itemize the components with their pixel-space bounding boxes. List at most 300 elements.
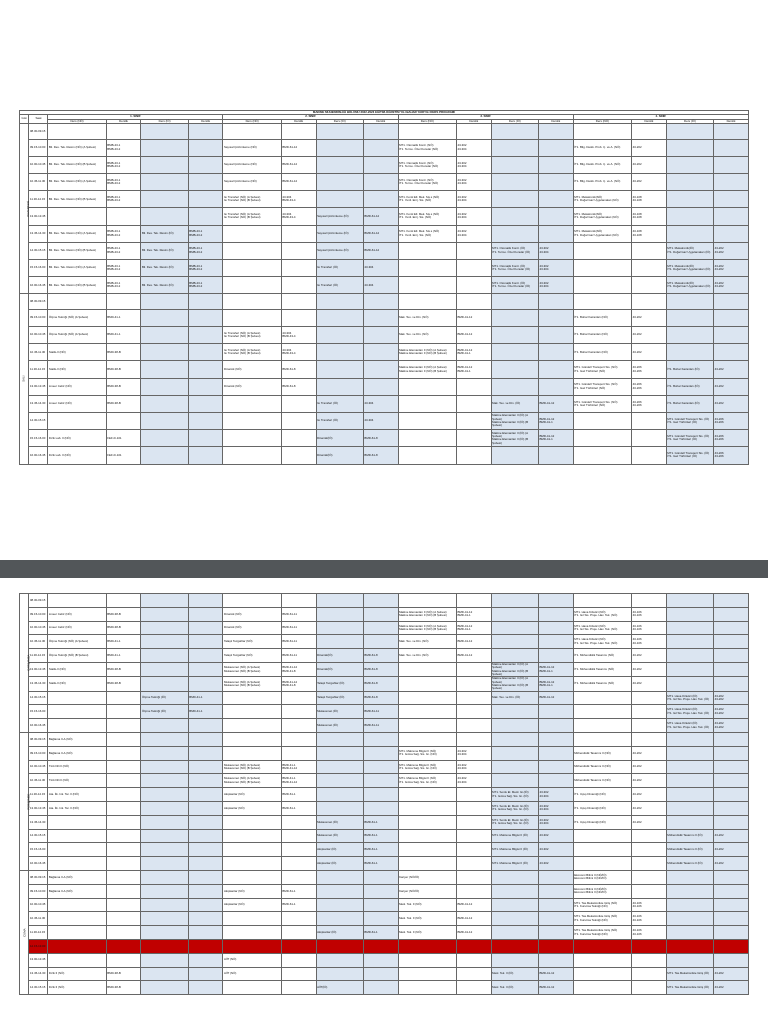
course-cell [141,843,188,857]
hour-cell: 14.30-15.15 [29,981,48,995]
course-cell: Ölçme Tekniği (NÖ) (B Şubesi) [48,649,106,663]
course-cell [141,719,188,733]
course-cell [223,926,281,940]
room-cell [539,191,574,208]
course-cell: Bil. Des. Tek. Resim (NÖ) (A Şubesi) [48,225,106,242]
course-cell [666,939,713,953]
room-cell [632,981,667,995]
room-cell [281,691,316,705]
room-cell [456,733,491,747]
room-cell [632,884,667,898]
room-cell: BMD-61-11 [281,649,316,663]
course-cell: AİİT (NÖ) [223,967,281,981]
course-cell [141,953,188,967]
room-cell: 43-108 43-108 [632,208,667,225]
room-cell: BMD-41-12 BMD-41-1 [456,621,491,635]
course-cell: MT1. Kontr.Ell. Mek. Sis.s (NÖ) İT1. Yenil. Enrj. Sis. (NÖ) [398,191,456,208]
room-cell [714,677,749,691]
course-cell: Mühendislik Tasarımı II (İÖ) [666,843,713,857]
course-cell: Isı Transferi (NÖ) (A Şubesi) Isı Transferi (NÖ) (B Şubesi) [223,344,281,361]
room-cell: BMD-41-12 BMD-41-1 [456,344,491,361]
room-cell [539,447,574,464]
room-cell: BMD-61-1 [363,815,398,829]
room-cell [539,774,574,788]
room-cell [539,361,574,378]
room-cell [539,156,574,173]
course-cell: Dinamik (NÖ) [223,607,281,621]
room-cell: BMD-41-12 [539,691,574,705]
room-cell: BMD-41-1 [106,327,141,344]
course-cell: Ölçme Tekniği (NÖ) (A Şubesi) [48,635,106,649]
room-cell [188,621,223,635]
course-cell [666,774,713,788]
room-cell [363,981,398,995]
course-cell [398,691,456,705]
room-cell: FEF-D-101 [106,430,141,447]
room-cell [281,733,316,747]
course-cell [141,412,188,429]
room-cell [714,815,749,829]
room-cell: 43-302 43-304 [539,815,574,829]
room-cell [456,870,491,884]
course-cell: Sayısal Çözümleme (İÖ) [316,225,363,242]
table-row [20,447,749,464]
room-cell [539,378,574,395]
hour-cell: 11.30-12.15 [29,788,48,802]
room-cell [281,309,316,326]
course-cell: Sayısal Çözümleme (NÖ) [223,173,281,190]
course-cell: Talaşlı Tezgahlar (İÖ) [316,691,363,705]
page-title: MAKİNE MÜHENDİSLİĞİ BÖLÜMÜ 2022-2023 EĞİTİM-ÖĞRETİM YILI BAHAR YARIYILI DERS PROGRAMI [20,111,749,115]
course-cell: Makine Elemanları II (İÖ) (A Şubesi) Makine Elemanları II (İÖ) (B Şubesi) [491,677,538,691]
course-cell [398,277,456,294]
hour-cell: 10.00-10.45 [29,760,48,774]
course-cell [316,173,363,190]
room-cell: 43-302 43-304 [456,173,491,190]
room-cell: 43-302 43-304 [539,788,574,802]
room-cell [188,635,223,649]
course-cell [141,788,188,802]
table-row [20,123,749,139]
room-cell [456,719,491,733]
hour-cell: 14.30-15.15 [29,242,48,259]
course-cell [223,912,281,926]
hour-cell: 14.30-15.15 [29,691,48,705]
room-cell [539,719,574,733]
room-cell: 43-304 BMD-43-4 [281,344,316,361]
room-cell [106,294,141,310]
course-cell [491,309,538,326]
room-cell [281,870,316,884]
room-cell [281,953,316,967]
table-row [20,801,749,815]
course-cell [48,815,106,829]
course-cell [491,621,538,635]
room-cell [188,344,223,361]
course-cell [141,939,188,953]
room-cell [363,774,398,788]
room-cell [188,361,223,378]
course-cell [141,607,188,621]
course-cell [141,635,188,649]
room-cell: BMD-61-12 [281,156,316,173]
room-cell: BMD-41-12 [539,981,574,995]
course-cell [491,746,538,760]
course-cell: MT1. Sonlu El. Metd. Gi.(İÖ) İT1. Isıtma Sağ. Sis. Gi. (İÖ) [491,815,538,829]
course-cell: Mühendislik Tasarımı II (NÖ) [573,760,631,774]
room-cell: 43-206 43-206 [632,361,667,378]
room-cell [281,242,316,259]
hour-cell: 15.15-16.00 [29,430,48,447]
day-label [20,294,29,464]
table-row [20,815,749,829]
course-cell: Mak. Teo. ve Din. (NÖ) [398,635,456,649]
room-cell [188,430,223,447]
course-cell [491,191,538,208]
room-cell [188,123,223,139]
course-cell [48,412,106,429]
course-cell: Bağlama II-A (NÖ) [48,870,106,884]
course-cell [573,691,631,705]
room-cell [363,173,398,190]
course-cell: Mak. Teo. ve Din. (İÖ) [491,395,538,412]
room-cell [188,412,223,429]
course-cell [573,829,631,843]
course-cell [573,123,631,139]
room-cell [456,662,491,676]
course-cell [573,259,631,276]
room-cell: BMB-43-1 BMB-43-2 [188,225,223,242]
room-cell: BMD-61-8 [363,677,398,691]
course-cell: Statik-II (NÖ) [48,677,106,691]
room-cell: 43-202 43-202 [714,705,749,719]
room-cell [281,981,316,995]
room-cell [106,705,141,719]
hour-cell: 10.00-10.45 [29,898,48,912]
course-cell [491,225,538,242]
course-cell: Makine Elemanları II (NÖ) (A Şubesi) Makine Elemanları II (NÖ) (B Şubesi) [398,621,456,635]
course-cell [223,430,281,447]
course-cell: Talaşlı Tezgahlar (NÖ) [223,635,281,649]
room-cell: BMB-43-1 BMB-43-2 [188,242,223,259]
room-cell: 43-302 43-304 [456,225,491,242]
course-cell: Isı Transferi (NÖ) (A Şubesi) Isı Transferi (NÖ) (B Şubesi) [223,327,281,344]
room-cell: BMD-41-12 [456,912,491,926]
course-cell: Akışkanlar (İÖ) [316,843,363,857]
course-cell [223,939,281,953]
column-subheader: Ders (İÖ) [141,119,188,123]
room-cell: 43-304 [363,277,398,294]
course-cell: Akışkanlar (NÖ) [223,801,281,815]
room-cell: 43-206 43-206 [632,378,667,395]
room-cell: 43-202 43-202 [714,242,749,259]
course-cell [491,139,538,156]
table-row [20,981,749,995]
course-cell [398,788,456,802]
room-cell [363,607,398,621]
room-cell [281,294,316,310]
course-cell [316,294,363,310]
course-cell: MT1. Gündelî Transport Sis. (İÖ) İT1. Gaz Türbinleri (İÖ) [666,412,713,429]
room-cell: BMB-43-1 BMB-43-2 [106,242,141,259]
room-cell: 43-202 [714,843,749,857]
course-cell [316,607,363,621]
hour-cell: 09.15-10.00 [29,607,48,621]
hour-cell: 10.00-10.45 [29,621,48,635]
room-cell: 43-302 [539,857,574,871]
course-cell [573,412,631,429]
room-cell: 43-106 43-106 [632,621,667,635]
course-cell: Bil. Des. Tek. Resim (NÖ) (B Şubesi) [48,242,106,259]
hour-cell: 16.00-16.45 [29,277,48,294]
room-cell [363,635,398,649]
hour-cell: 13.45-14.30 [29,815,48,829]
room-cell [456,801,491,815]
room-cell [456,705,491,719]
hour-cell: 16.00-16.45 [29,447,48,464]
course-cell: Kariyer (NÖ/İÖ) [398,870,456,884]
hour-cell: 15.15-16.00 [29,259,48,276]
course-cell: MT1. Sonlu El. Metd. Gi.(İÖ) İT1. Isıtma Sağ. Sis. Gi. (İÖ) [491,801,538,815]
room-cell: BMD-41-12 BMD-41-1 [539,662,574,676]
room-cell [632,259,667,276]
room-cell: 43-202 [632,327,667,344]
table-row [20,225,749,242]
course-cell [316,123,363,139]
hour-cell: 09.15-10.00 [29,746,48,760]
room-cell: 43-202 [632,760,667,774]
table-row [20,691,749,705]
course-cell [573,277,631,294]
course-cell [48,939,106,953]
room-cell [106,788,141,802]
hour-cell: 11.30-12.15 [29,926,48,940]
column-subheader: Derslik [281,119,316,123]
room-cell [281,829,316,843]
table-row [20,156,749,173]
hour-cell: 10.00-10.45 [29,327,48,344]
table-row [20,259,749,276]
room-cell: 43-202 [632,173,667,190]
course-cell [398,981,456,995]
course-cell [491,953,538,967]
room-cell: 43-106 43-106 [632,607,667,621]
course-cell: Mukavemet (NÖ) (A Şubesi) Mukavemet (NÖ) (B Şubesi) [223,774,281,788]
course-cell: Mesl. Tek. II (İÖ) [491,981,538,995]
room-cell [456,788,491,802]
course-cell: Isı Transferi (İÖ) [316,395,363,412]
schedule-page-2 [0,578,768,1024]
course-cell [48,294,106,310]
room-cell [714,774,749,788]
course-cell [223,412,281,429]
table-row [20,870,749,884]
room-cell [632,412,667,429]
room-cell [632,242,667,259]
room-cell [106,953,141,967]
hour-cell: 10.45-11.30 [29,344,48,361]
room-cell [281,277,316,294]
course-cell: MT1. Mekatronik(NÖ) İT1. Doğal Gaz Uygulamaları (NÖ) [573,191,631,208]
course-cell: Mesl. Tek. II (NÖ) [398,926,456,940]
room-cell [539,594,574,608]
hour-cell: 12.15-13.00 [29,939,48,953]
table-row [20,719,749,733]
room-cell [106,412,141,429]
course-cell [223,705,281,719]
room-cell: BMD-41-1 [106,635,141,649]
course-cell: Akışkanlar (NÖ) [223,884,281,898]
course-cell: Akışkanlar (İÖ) [316,926,363,940]
room-cell [632,953,667,967]
room-cell: 43-304 BMD-43-4 [281,191,316,208]
course-cell [141,649,188,663]
room-cell: 43-302 43-304 [539,242,574,259]
hour-cell: 15.15-16.00 [29,705,48,719]
course-cell [666,926,713,940]
course-cell [316,327,363,344]
room-cell: BMD-38-B [106,378,141,395]
room-cell [188,939,223,953]
course-cell: Bil. Des. Tek. Resim (NÖ) (A Şubesi) [48,259,106,276]
room-cell [714,801,749,815]
room-cell [539,309,574,326]
table-row [20,760,749,774]
room-cell [106,801,141,815]
hour-cell: 10.00-10.45 [29,156,48,173]
table-row [20,242,749,259]
room-cell [106,208,141,225]
room-cell [539,898,574,912]
course-cell: Mukavemet (İÖ) [316,719,363,733]
room-cell: BMD-61-8 [363,430,398,447]
table-row [20,594,749,608]
course-cell [141,123,188,139]
room-cell: BMD-41-12 BMD-41-1 [539,677,574,691]
table-row [20,173,749,190]
course-cell [666,912,713,926]
hour-cell: 08.30-09.15 [29,294,48,310]
room-cell [281,705,316,719]
room-cell [188,139,223,156]
course-cell [141,746,188,760]
room-cell: 43-106 43-106 [632,926,667,940]
course-cell: Fizik Lab. II (NÖ) [48,447,106,464]
table-row [20,788,749,802]
room-cell [363,191,398,208]
room-cell [539,705,574,719]
course-cell: Talaşlı Tezgahlar (NÖ) [223,649,281,663]
room-cell [106,774,141,788]
course-cell: MT1. Malzeme Bilgisi II (İÖ) [491,829,538,843]
room-cell [106,912,141,926]
year-header: 2. SINIF [223,115,398,119]
course-cell [491,705,538,719]
course-cell [491,208,538,225]
room-cell [188,926,223,940]
course-cell: Mukavemet (İÖ) [316,815,363,829]
room-cell [456,843,491,857]
course-cell: İT1. Bohar Kazanları (İÖ) [666,395,713,412]
room-cell [456,884,491,898]
course-cell [666,156,713,173]
room-cell: BMB-43-1 BMB-43-2 [106,191,141,208]
room-cell [363,378,398,395]
course-cell: Statik-II (NÖ) [48,361,106,378]
course-cell [666,760,713,774]
room-cell [456,378,491,395]
course-cell [666,746,713,760]
room-cell [106,760,141,774]
course-cell [666,607,713,621]
room-cell: BMD-41-12 BMD-41-1 [539,430,574,447]
room-cell [363,870,398,884]
course-cell [223,309,281,326]
course-cell [666,884,713,898]
course-cell [573,733,631,747]
room-cell: 43-106 43-106 [632,898,667,912]
course-cell: İT1. Mühendislik Tasarımı (NÖ) [573,677,631,691]
course-cell [398,939,456,953]
course-cell: MT1. Otomatik Kontr. (NÖ) İT1. Termo. Özel Konular (NÖ) [398,139,456,156]
course-cell: Lineer Cebir (NÖ) [48,607,106,621]
course-cell: Sayısal Çözümleme (İÖ) [316,208,363,225]
course-cell: MT1. Otomatik Kontr. (NÖ) İT1. Termo. Özel Konular (NÖ) [398,156,456,173]
room-cell: BMD-61-8 [363,447,398,464]
hour-cell: 10.45-11.30 [29,912,48,926]
course-cell [141,344,188,361]
course-cell [666,594,713,608]
course-cell: MT1. Mekatronik(NÖ) İT1. Doğal Gaz Uygulamaları (NÖ) [573,208,631,225]
room-cell [714,208,749,225]
room-cell [281,225,316,242]
room-cell [539,926,574,940]
room-cell [106,898,141,912]
room-cell: BMD-61-1 [281,788,316,802]
course-cell [666,870,713,884]
room-cell: 43-108 43-108 [632,225,667,242]
room-cell: BMD-38-B [106,361,141,378]
room-cell: 43-202 43-202 [714,719,749,733]
course-cell: Lineer Cebir (NÖ) [48,395,106,412]
course-cell [141,621,188,635]
schedule-table-1 [19,110,749,465]
course-cell: Mukavemet (İÖ) [316,705,363,719]
course-cell: Mühendislik Tasarımı II (NÖ) [573,774,631,788]
course-cell [491,378,538,395]
room-cell [188,677,223,691]
table-row [20,208,749,225]
column-subheader: Ders (İÖ) [666,119,713,123]
room-cell [539,953,574,967]
room-cell [188,447,223,464]
room-cell [456,829,491,843]
course-cell: MT1. Gündelî Transport Sis. (NÖ) İT1. Gaz Türbinleri (NÖ) [573,361,631,378]
course-cell: MT1. Otomatik Kontr. (NÖ) İT1. Termo. Özel Konular (NÖ) [398,173,456,190]
room-cell [714,294,749,310]
room-cell: 43-108 43-108 [632,191,667,208]
course-cell: MT1. Hava Kirletici (NÖ) İT1. Isıl Sis. Proje. Hav. Tek. (NÖ) [573,621,631,635]
room-cell: 43-202 [632,677,667,691]
course-cell: MT1. Malzeme Bilgisi II (İÖ) [491,857,538,871]
room-cell [456,967,491,981]
course-cell [398,705,456,719]
room-cell [714,884,749,898]
room-cell [363,801,398,815]
course-cell: Fizik II (NÖ) [48,981,106,995]
course-cell [48,719,106,733]
course-cell: Ekonomi Bilimi II (NÖ/İÖ) Ekonomi Bilimi II (NÖ/İÖ) [573,884,631,898]
